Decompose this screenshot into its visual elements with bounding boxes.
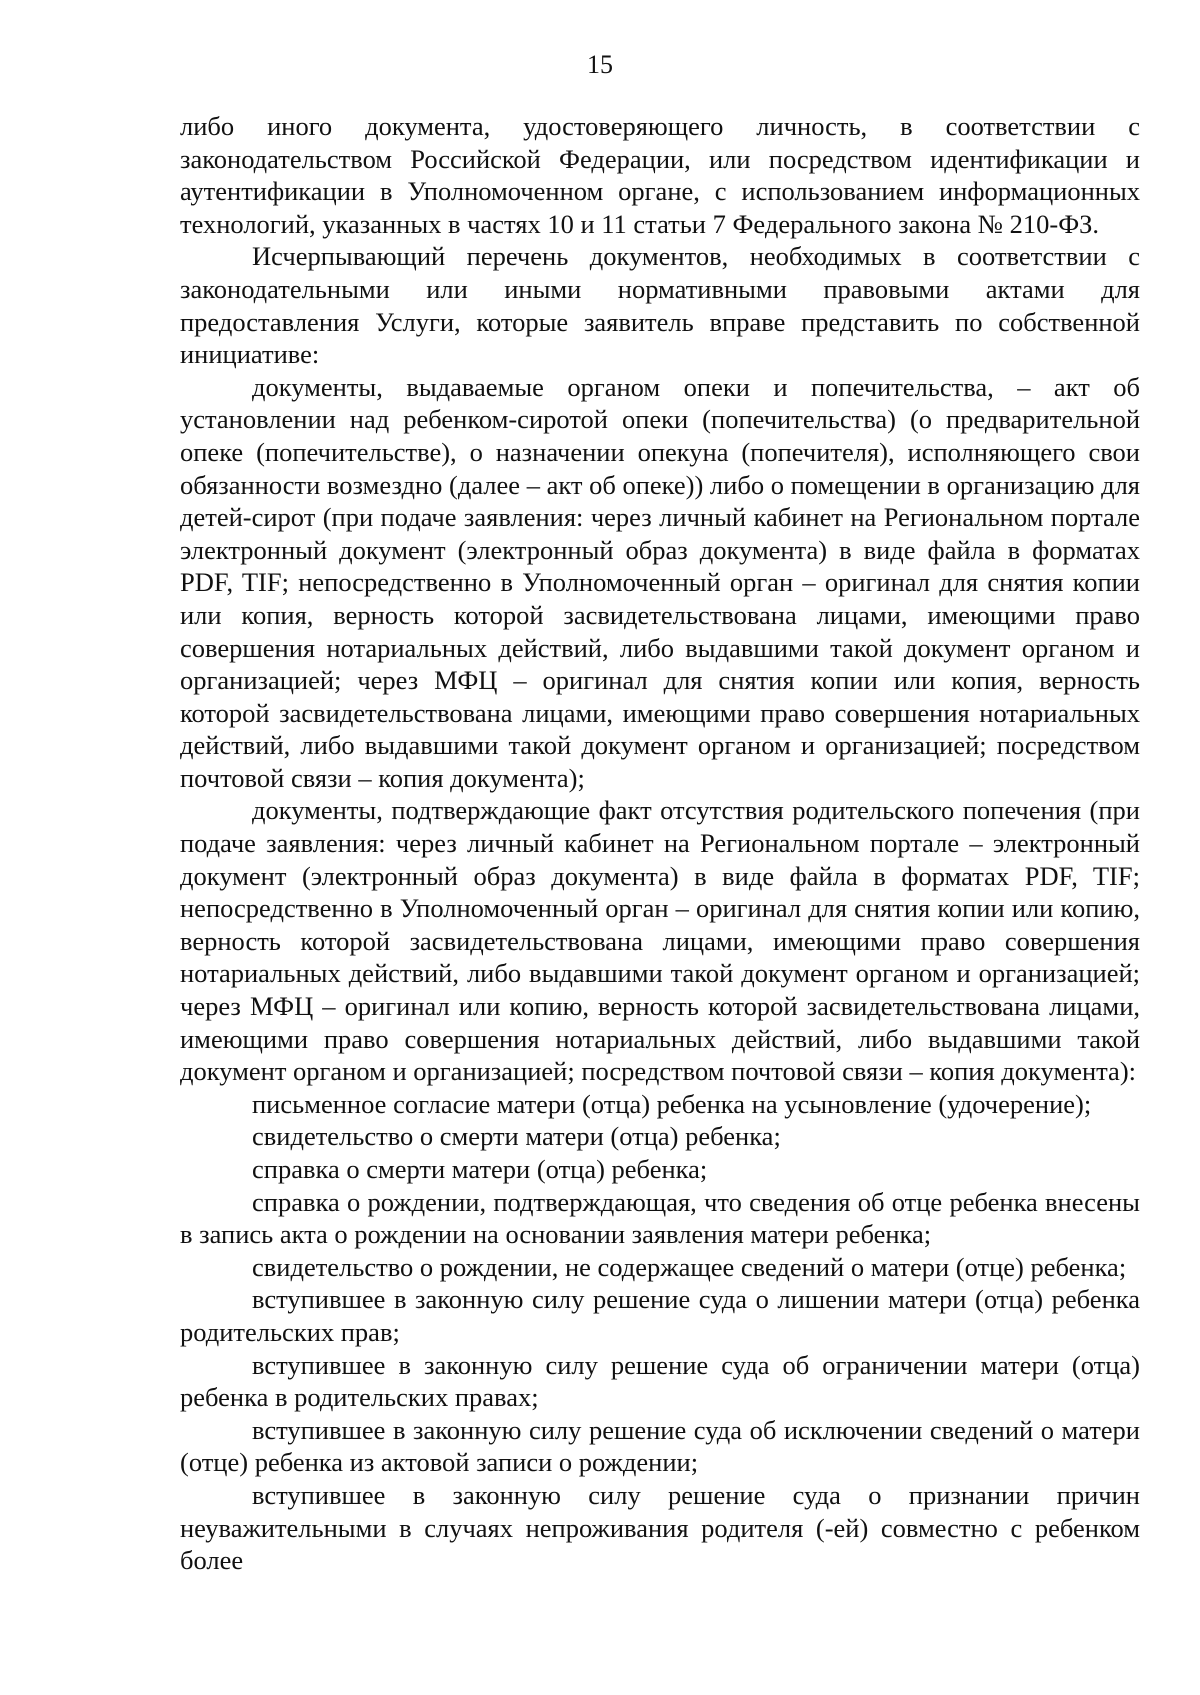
list-item: свидетельство о рождении, не содержащее сведений о матери (отце) ребенка; (252, 1251, 1127, 1282)
list-item: письменное согласие матери (отца) ребенка на усыновление (удочерение); (252, 1088, 1092, 1119)
list-item: вступившее в законную силу решение суда об исключении сведений о матери (отце) ребенка из актовой записи о рождении; (180, 1414, 1140, 1478)
page-number: 15 (587, 50, 613, 79)
document-body (180, 110, 1140, 1577)
paragraph: Исчерпывающий перечень документов, необходимых в соответствии с законодательными или иными нормативными правовыми актами для предоставления Услуги, которые заявитель вправе представить по собственной инициативе: (180, 241, 1140, 370)
list-item: вступившее в законную силу решение суда об ограничении матери (отца) ребенка в родительских правах; (180, 1349, 1140, 1413)
list-item: справка о рождении, подтверждающая, что сведения об отце ребенка внесены в запись акта о рождении на основании заявления матери ребенка; (180, 1186, 1140, 1250)
list-item: вступившее в законную силу решение суда о признании причин неуважительными в случаях непроживания родителя (-ей) совместно с ребенком более (180, 1479, 1140, 1576)
paragraph: документы, подтверждающие факт отсутствия родительского попечения (при подаче заявления: через личный кабинет на Региональном портале – электронный документ (электронный образ документа) в виде файла в форматах PDF, TIF; непосредственно в Уполномоченный орган – оригинал для снятия копии или копию, верность которой засвидетельствована лицами, имеющими право совершения нотариальных действий, либо выдавшими такой документ органом и организацией; через МФЦ – оригинал или копию, верность которой засвидетельствована лицами, имеющими право совершения нотариальных действий, либо выдавшими такой документ органом и организацией; посредством почтовой связи – копия документа): (180, 795, 1140, 1087)
list-item: свидетельство о смерти матери (отца) ребенка; (252, 1121, 781, 1152)
paragraph: либо иного документа, удостоверяющего личность, в соответствии с законодательством Российской Федерации, или посредством идентификации и аутентификации в Уполномоченном органе, с использованием информационных технологий, указанных в частях 10 и 11 статьи 7 Федерального закона № 210-ФЗ. (180, 111, 1140, 239)
list-item: вступившее в законную силу решение суда о лишении матери (отца) ребенка родительских прав; (180, 1284, 1140, 1347)
paragraph: документы, выдаваемые органом опеки и попечительства, – акт об установлении над ребенком-сиротой опеки (попечительства) (о предварительной опеке (попечительстве), о назначении опекуна (попечителя), исполняющего свои обязанности возмездно (далее – акт об опеке)) либо о помещении в организацию для детей-сирот (при подаче заявления: через личный кабинет на Региональном портале электронный документ (электронный образ документа) в виде файла в форматах PDF, TIF; непосредственно в Уполномоченный орган – оригинал для снятия копии или копия, верность которой засвидетельствована лицами, имеющими право совершения нотариальных действий, либо выдавшими такой документ органом и организацией; через МФЦ – оригинал для снятия копии или копия, верность которой засвидетельствована лицами, имеющими право совершения нотариальных действий, либо выдавшими такой документ органом и организацией; посредством почтовой связи – копия документа); (180, 371, 1140, 793)
list-item: справка о смерти матери (отца) ребенка; (252, 1154, 708, 1184)
